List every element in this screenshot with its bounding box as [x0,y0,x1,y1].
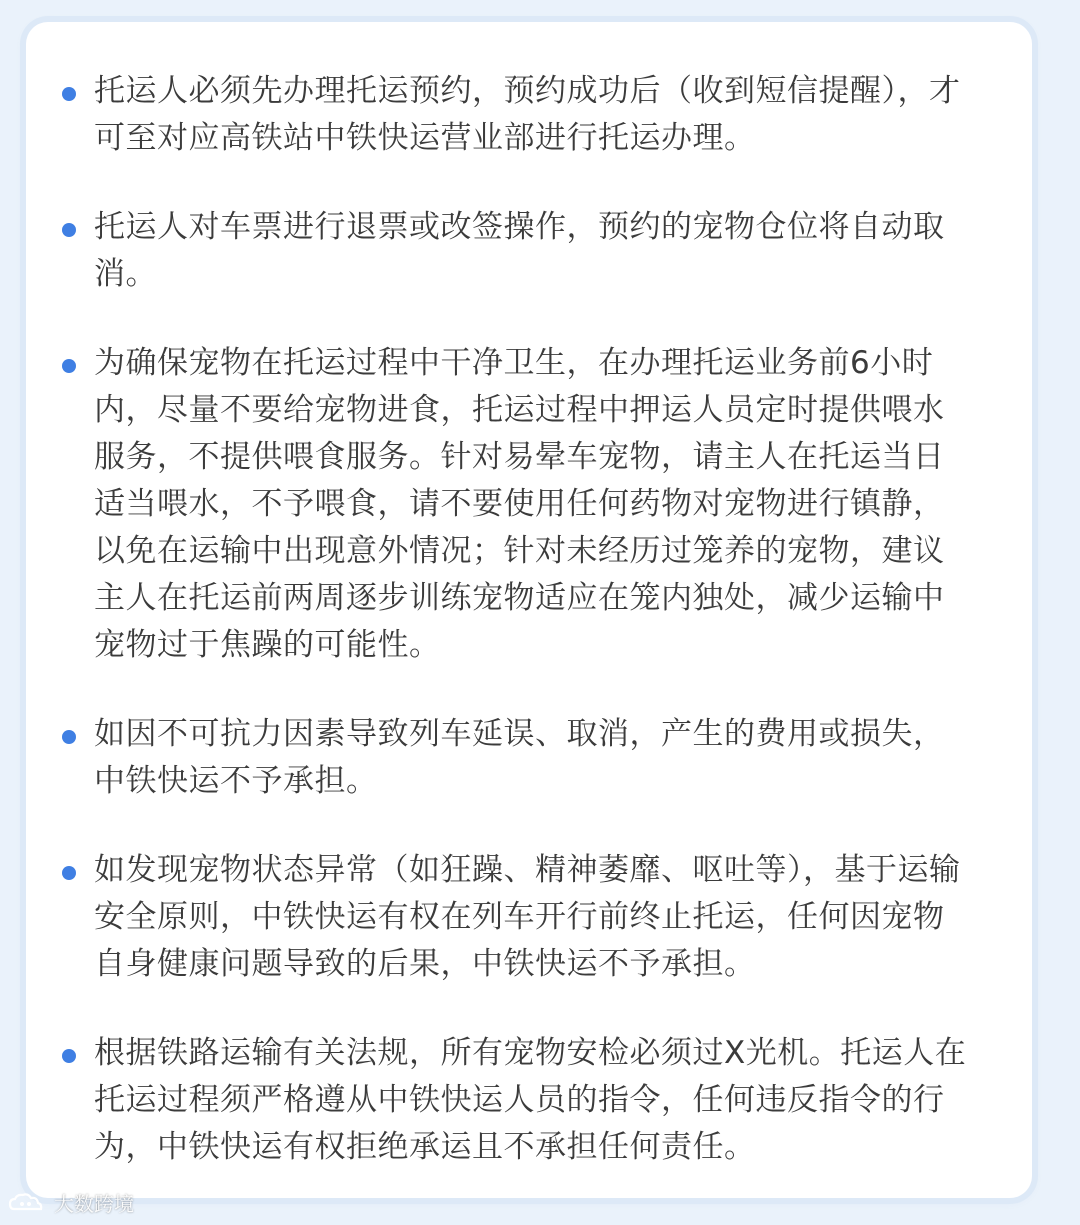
notice-text: 为确保宠物在托运过程中干净卫生，在办理托运业务前6小时内，尽量不要给宠物进食，托运过程中押运人员定时提供喂水服务，不提供喂食服务。针对易晕车宠物，请主人在托运当日适当喂水，不予喂食，请不要使用任何药物对宠物进行镇静，以免在运输中出现意外情况；针对未经历过笼养的宠物，建议主人在托运前两周逐步训练宠物适应在笼内独处，减少运输中宠物过于焦躁的可能性。 [94,345,945,663]
list-item [62,204,1008,298]
notice-card [26,22,1032,1198]
notice-text: 如发现宠物状态异常（如狂躁、精神萎靡、呕吐等），基于运输安全原则，中铁快运有权在列车开行前终止托运，任何因宠物自身健康问题导致的后果，中铁快运不予承担。 [94,852,961,982]
notice-list [62,68,1008,1171]
notice-text: 根据铁路运输有关法规，所有宠物安检必须过X光机。托运人在托运过程须严格遵从中铁快运人员的指令，任何违反指令的行为，中铁快运有权拒绝承运且不承担任何责任。 [94,1035,967,1165]
list-item [62,711,1008,805]
list-item [62,68,1008,162]
bullet-dot-icon [62,1049,76,1063]
notice-text: 托运人对车票进行退票或改签操作，预约的宠物仓位将自动取消。 [94,209,945,292]
list-item [62,847,1008,988]
bullet-dot-icon [62,730,76,744]
list-item [62,1030,1008,1171]
list-item [62,340,1008,669]
bullet-dot-icon [62,87,76,101]
bullet-dot-icon [62,359,76,373]
watermark-text: 大数跨境 [54,1192,134,1216]
cloud-logo-icon [8,1192,48,1214]
bullet-dot-icon [62,223,76,237]
notice-text: 托运人必须先办理托运预约，预约成功后（收到短信提醒），才可至对应高铁站中铁快运营业部进行托运办理。 [94,73,961,156]
notice-text: 如因不可抗力因素导致列车延误、取消，产生的费用或损失，中铁快运不予承担。 [94,716,945,799]
watermark [8,1188,134,1217]
bullet-dot-icon [62,866,76,880]
